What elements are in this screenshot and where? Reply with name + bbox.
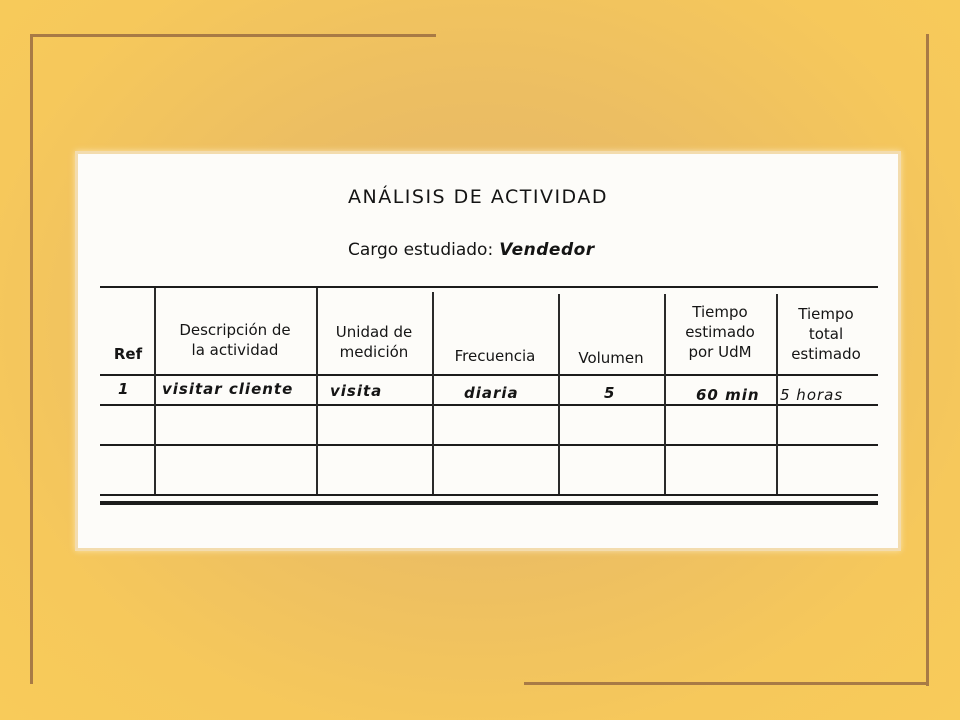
frame-top-line <box>30 34 436 37</box>
table-row-rule <box>100 404 878 406</box>
table-column-divider <box>558 294 560 494</box>
table-top-rule <box>100 286 878 288</box>
frame-left-line <box>30 34 33 684</box>
cell-tiempo-udm: 60 min <box>696 386 760 404</box>
header-frecuencia: Frecuencia <box>454 347 536 365</box>
table-bottom-thick-rule <box>100 501 878 505</box>
frame-right-line <box>926 34 929 686</box>
document-image <box>78 154 898 548</box>
cell-tiempo-total: 5 horas <box>780 386 844 404</box>
subtitle-value: Vendedor <box>499 240 595 260</box>
cell-frecuencia: diaria <box>464 384 519 402</box>
header-tiempo-udm: Tiempo estimado por UdM <box>685 303 755 361</box>
table-bottom-rule <box>100 494 878 496</box>
table-row-rule <box>100 444 878 446</box>
cell-descripcion: visitar cliente <box>162 380 294 398</box>
table-column-divider <box>432 292 434 494</box>
table-header-rule <box>100 374 878 376</box>
header-ref: Ref <box>113 345 143 363</box>
header-volumen: Volumen <box>578 349 644 367</box>
subtitle-label: Cargo estudiado: <box>348 240 494 260</box>
cell-ref: 1 <box>118 380 130 398</box>
header-descripcion: Descripción de la actividad <box>179 321 291 359</box>
header-unidad: Unidad de medición <box>335 323 413 361</box>
header-tiempo-total: Tiempo total estimado <box>791 305 861 363</box>
frame-bottom-line <box>524 682 929 685</box>
document-subtitle <box>348 240 595 260</box>
table-column-divider <box>316 288 318 494</box>
cell-volumen: 5 <box>604 384 616 402</box>
table-column-divider <box>154 288 156 494</box>
cell-unidad: visita <box>330 382 383 400</box>
document-title: ANÁLISIS DE ACTIVIDAD <box>347 186 608 208</box>
